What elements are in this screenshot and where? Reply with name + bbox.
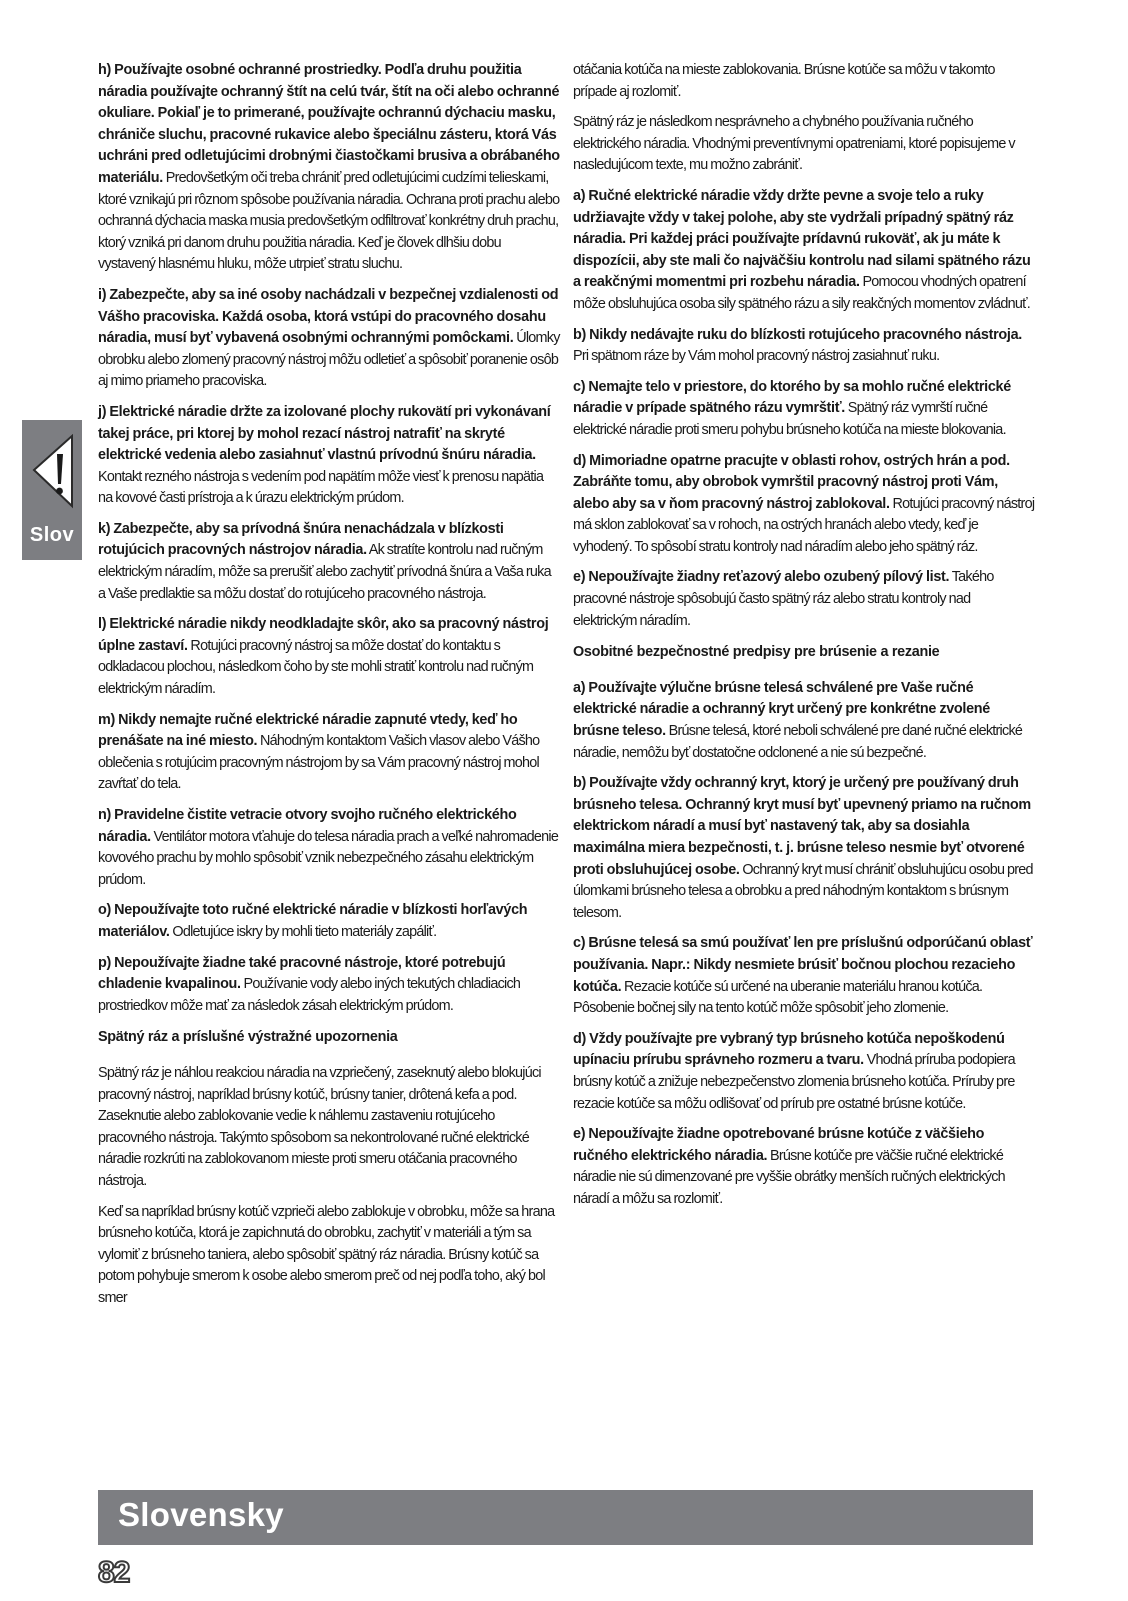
paragraph-bold-lead: i) Zabezpečte, aby sa iné osoby nachádzali v bezpečnej vzdialenosti od Vášho pracoviska. Každá osoba, ktorá vstúpi do pracovného dosahu náradia, musí byť vybavená osobnými ochrannými pomôckami. [98, 286, 559, 347]
paragraph [573, 325, 1035, 368]
paragraph [573, 112, 1035, 177]
paragraph-bold-lead: j) Elektrické náradie držte za izolované plochy rukovätí pri vykonávaní takej práce, pri ktorej by mohol rezací nástroj natrafiť na skryté elektrické vedenia alebo zasiahnuť vlastnú prívodnú šnúru náradia. [98, 403, 551, 464]
paragraph [573, 933, 1035, 1019]
paragraph [573, 1029, 1035, 1115]
paragraph [573, 567, 1035, 632]
paragraph-body: Predovšetkým oči treba chrániť pred odletujúcimi cudzími telieskami, ktoré vznikajú pri rôznom spôsobe používania náradia. Ochrana proti prachu alebo ochranná dýchacia maska musia predovšetkým odfiltrovať konkrétny druh prachu, ktorý vzniká pri danom druhu použitia náradia. Keď je človek dlhšiu dobu vystavený hlasnému hluku, môže utrpieť stratu sluchu. [98, 169, 560, 273]
paragraph-bold-lead: e) Nepoužívajte žiadne opotrebované brúsne kotúče z väčšieho ručného elektrického náradia. [573, 1126, 985, 1164]
paragraph [573, 60, 1035, 103]
warning-icon [30, 434, 76, 512]
paragraph [98, 900, 560, 943]
paragraph [573, 678, 1035, 764]
footer-bar [98, 1490, 1033, 1545]
paragraph [98, 805, 560, 891]
paragraph-body: Náhodným kontaktom Vašich vlasov alebo Vášho oblečenia s rotujúcim pracovným nástrojom by sa Vám pracovný nástroj mohol zavŕtať do tela. [98, 733, 540, 793]
paragraph [98, 285, 560, 393]
paragraph-bold-lead: l) Elektrické náradie nikdy neodkladajte skôr, ako sa pracovný nástroj úplne zastaví. [98, 616, 549, 654]
paragraph-bold-lead: d) Vždy používajte pre vybraný typ brúsneho kotúča nepoškodenú upínaciu prírubu správneho rozmeru a tvaru. [573, 1030, 1005, 1069]
paragraph-body: Spätný ráz je následkom nesprávneho a chybného používania ručného elektrického náradia. Vhodnými preventívnymi opatreniami, ktoré popisujeme v nasledujúcom texte, mu možno zabrániť. [573, 114, 1015, 174]
paragraph-body: Brúsne kotúče pre väčšie ručné elektrické náradie nie sú dimenzované pre vyššie obrátky menších ručných elektrických náradí a môžu sa rozlomiť. [573, 1147, 1005, 1207]
paragraph-bold-lead: a) Používajte výlučne brúsne telesá schválené pre Vaše ručné elektrické náradie a ochranný kryt určený pre konkrétne zvolené brúsne teleso. [573, 679, 991, 740]
paragraph [98, 1202, 560, 1310]
paragraph-bold-lead: n) Pravidelne čistite vetracie otvory svojho ručného elektrického náradia. [98, 807, 517, 845]
paragraph [573, 1124, 1035, 1210]
paragraph-body: Používanie vody alebo iných tekutých chladiacich prostriedkov môže mať za následok zásah elektrickým prúdom. [98, 976, 521, 1014]
paragraph [98, 519, 560, 605]
section-heading: Osobitné bezpečnostné predpisy pre brúsenie a rezanie [573, 644, 940, 661]
footer-language-title: Slovensky [118, 1496, 284, 1533]
paragraph-bold-lead: e) Nepoužívajte žiadny reťazový alebo ozubený pílový list. [573, 569, 950, 586]
section-heading: Spätný ráz a príslušné výstražné upozornenia [98, 1029, 398, 1046]
left-text-column [98, 60, 560, 1318]
paragraph-bold-lead: h) Používajte osobné ochranné prostriedky. Podľa druhu použitia náradia používajte ochranný štít na celú tvár, štít na oči alebo ochranné okuliare. Pokiaľ je to primerané, používajte ochrannú dýchaciu masku, chrániče sluchu, pracovné rukavice alebo špeciálnu zásteru, ktorá Vás uchráni pred odletujúcimi drobnými čiastočkami brusiva a obrábaného materiálu. [98, 62, 560, 186]
paragraph [98, 953, 560, 1018]
paragraph-body: Rezacie kotúče sú určené na uberanie materiálu hranou kotúča. Pôsobenie bočnej sily na tento kotúč môže spôsobiť jeho zlomenie. [573, 978, 983, 1017]
paragraph-bold-lead: o) Nepoužívajte toto ručné elektrické náradie v blízkosti horľavých materiálov. [98, 902, 528, 940]
paragraph [98, 614, 560, 700]
paragraph-body: Ventilátor motora vťahuje do telesa náradia prach a veľké nahromadenie kovového prachu by mohlo spôsobiť vznik nebezpečného zásahu elektrickým prúdom. [98, 828, 559, 888]
paragraph-body: Ochranný kryt musí chrániť obsluhujúcu osobu pred úlomkami brúsneho telesa a obrobku a pred náhodným kontaktom s brúsnym telesom. [573, 861, 1033, 921]
paragraph-bold-lead: c) Brúsne telesá sa smú používať len pre príslušnú odporúčanú oblasť používania. Napr.: Nikdy nesmiete brúsiť bočnou plochou rezacieho kotúča. [573, 935, 1033, 995]
paragraph-body: Pomocou vhodných opatrení môže obsluhujúca osoba sily spätného rázu a sily reakčných momentov zvládnuť. [573, 274, 1030, 312]
paragraph-bold-lead: p) Nepoužívajte žiadne také pracovné nástroje, ktoré potrebujú chladenie kvapalinou. [98, 954, 506, 993]
paragraph-body: Spätný ráz je náhlou reakciou náradia na vzpriečený, zaseknutý alebo blokujúci pracovný nástroj, napríklad brúsny kotúč, brúsny tanier, drôtená kefa a pod. Zaseknutie alebo zablokovanie vedie k náhlemu zastaveniu rotujúceho pracovného nástroja. Takýmto spôsobom sa nekontrolované ručné elektrické náradie rozkrúti na zablokovanom mieste proti smeru otáčania pracovného nástroja. [98, 1064, 541, 1189]
paragraph [573, 377, 1035, 442]
paragraph-body: Takého pracovné nástroje spôsobujú často spätný ráz alebo stratu kontroly nad elektrickým náradím. [573, 569, 994, 629]
page-number: 82 [98, 1556, 130, 1589]
paragraph-body: Kontakt rezného nástroja s vedením pod napätím môže viesť k prenosu napätia na kovové časti prístroja a k úrazu elektrickým prúdom. [98, 468, 544, 507]
paragraph-body: otáčania kotúča na mieste zablokovania. Brúsne kotúče sa môžu v takomto prípade aj rozlomiť. [573, 62, 995, 100]
paragraph-bold-lead: c) Nemajte telo v priestore, do ktorého by sa mohlo ručné elektrické náradie v prípade spätného rázu vymrštiť. [573, 378, 1011, 417]
paragraph [98, 402, 560, 510]
paragraph-body: Pri spätnom ráze by Vám mohol pracovný nástroj zasiahnuť ruku. [573, 348, 940, 365]
paragraph-body: Ak stratíte kontrolu nad ručným elektrickým náradím, môže sa prerušiť alebo zachytiť prívodná šnúra a Vaša ruka a Vaše predlaktie sa môžu dostať do rotujúceho pracovného nástroja. [98, 542, 551, 602]
paragraph-body: Keď sa napríklad brúsny kotúč vzprieči alebo zablokuje v obrobku, môže sa hrana brúsneho kotúča, ktorá je zapichnutá do obrobku, zachytiť v materiáli a tým sa vylomiť z brúsneho taniera, alebo spôsobiť spätný ráz náradia. Brúsny kotúč sa potom pohybuje smerom k osobe alebo smerom preč od nej podľa toho, aký bol smer [98, 1203, 555, 1306]
paragraph [98, 60, 560, 276]
paragraph [573, 451, 1035, 559]
paragraph-bold-lead: d) Mimoriadne opatrne pracujte v oblasti rohov, ostrých hrán a pod. Zabráňte tomu, aby obrobok vymrštil pracovný nástroj proti Vám, alebo aby sa v ňom pracovný nástroj zablokoval. [573, 452, 1010, 512]
paragraph-body: Vhodná príruba podopiera brúsny kotúč a znižuje nebezpečenstvo zlomenia brúsneho kotúča. Príruby pre rezacie kotúče sa môžu odlišovať od prírub pre ostatné brúsne kotúče. [573, 1052, 1015, 1112]
paragraph-body: Spätný ráz vymrští ručné elektrické náradie proti smeru pohybu brúsneho kotúča na mieste blokovania. [573, 400, 1006, 438]
paragraph [573, 186, 1035, 316]
paragraph-bold-lead: b) Používajte vždy ochranný kryt, ktorý je určený pre používaný druh brúsneho telesa. Ochranný kryt musí byť upevnený priamo na ručnom elektrickom náradí a musí byť nastavený tak, aby sa dosiahla maximálna miera bezpečnosti, t. j. brúsne teleso nesmie byť otvorené proti obsluhujúcej osobe. [573, 775, 1031, 878]
paragraph-bold-lead: b) Nikdy nedávajte ruku do blízkosti rotujúceho pracovného nástroja. [573, 326, 1022, 343]
paragraph [98, 710, 560, 796]
paragraph-body: Rotujúci pracovný nástroj sa môže dostať do kontaktu s odkladacou plochou, následkom čoho by ste mohli stratiť kontrolu nad ručným elektrickým náradím. [98, 637, 534, 698]
paragraph-bold-lead: m) Nikdy nemajte ručné elektrické náradie zapnuté vtedy, keď ho prenášate na iné miesto. [98, 711, 518, 750]
language-side-tab [22, 420, 82, 560]
paragraph [98, 1063, 560, 1193]
paragraph-body: Odletujúce iskry by mohli tieto materiály zapáliť. [169, 923, 437, 940]
paragraph-body: Rotujúci pracovný nástroj má sklon zablokovať sa v rohoch, na ostrých hranách alebo vtedy, keď je vyhodený. To spôsobí stratu kontroly nad náradím alebo jeho spätný ráz. [573, 495, 1035, 555]
paragraph-body: Brúsne telesá, ktoré neboli schválené pre dané ručné elektrické náradie, nemôžu byť dostatočne odclonené a nie sú bezpečné. [573, 723, 1023, 761]
paragraph-bold-lead: a) Ručné elektrické náradie vždy držte pevne a svoje telo a ruky udržiavajte vždy v takej polohe, aby ste vydržali prípadný spätný ráz náradia. Pri každej práci používajte prídavnú rukoväť, ak ju máte k dispozícii, aby ste mali čo najväčšiu kontrolu nad silami spätného rázu a reakčnými momentmi pri rozbehu náradia. [573, 187, 1031, 291]
language-tab-label: Slov [29, 524, 75, 546]
paragraph-bold-lead: k) Zabezpečte, aby sa prívodná šnúra nenachádzala v blízkosti rotujúcich pracovných nástrojov náradia. [98, 520, 504, 559]
paragraph-body: Úlomky obrobku alebo zlomený pracovný nástroj môžu odletieť a spôsobiť poranenie osôb aj mimo priameho pracoviska. [98, 330, 560, 390]
right-text-column [573, 60, 1035, 1220]
paragraph [573, 773, 1035, 924]
